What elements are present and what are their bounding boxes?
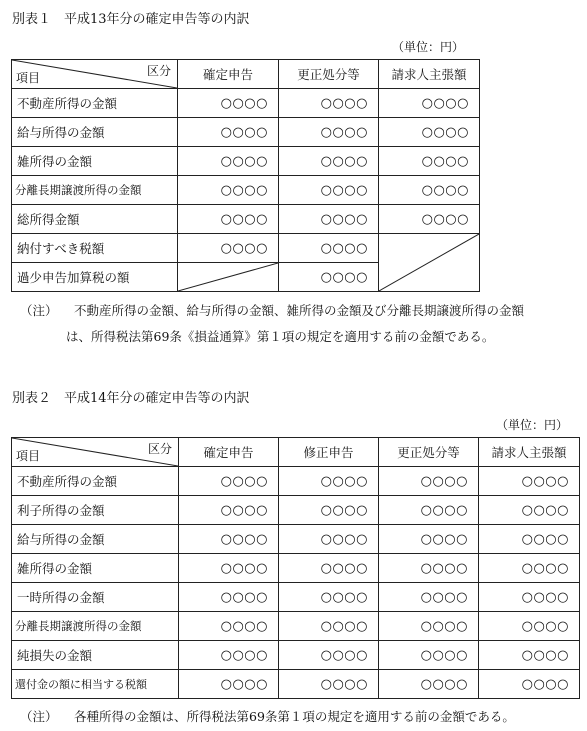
cell-value: ○○○○ xyxy=(379,612,479,641)
cell-value: ○○○○ xyxy=(379,496,479,525)
table2-title: 別表２ 平成14年分の確定申告等の内訳 xyxy=(12,391,250,406)
cell-value: ○○○○ xyxy=(279,467,379,496)
cell-value: ○○○○ xyxy=(379,205,480,234)
cell-value: ○○○○ xyxy=(379,176,480,205)
cell-value: ○○○○ xyxy=(179,641,279,670)
table1-header-item: 項目 xyxy=(16,71,41,85)
table2-col-header: 更正処分等 xyxy=(379,438,479,467)
row-label: 不動産所得の金額 xyxy=(12,89,178,118)
table2-header-row xyxy=(12,438,580,467)
row-label: 給与所得の金額 xyxy=(12,118,178,147)
table2-header-diagonal xyxy=(12,438,179,467)
table2-col-header: 請求人主張額 xyxy=(479,438,580,467)
cell-value: ○○○○ xyxy=(179,525,279,554)
table-row xyxy=(12,554,580,583)
cell-value: ○○○○ xyxy=(178,176,279,205)
cell-value: ○○○○ xyxy=(178,234,279,263)
cell-value: ○○○○ xyxy=(279,263,379,292)
cell-value: ○○○○ xyxy=(279,176,379,205)
cell-value: ○○○○ xyxy=(178,89,279,118)
row-label: 還付金の額に相当する税額 xyxy=(12,670,179,699)
cell-value: ○○○○ xyxy=(379,554,479,583)
table2-note-line1: 各種所得の金額は、所得税法第69条第１項の規定を適用する前の金額である。 xyxy=(74,709,515,724)
table-row xyxy=(12,467,580,496)
empty-cell-diagonal xyxy=(379,234,480,292)
table1-col-header: 請求人主張額 xyxy=(379,60,480,89)
cell-value: ○○○○ xyxy=(479,641,580,670)
table2 xyxy=(11,437,580,699)
table1-note-line2: は、所得税法第69条《損益通算》第１項の規定を適用する前の金額である。 xyxy=(66,329,495,344)
cell-value: ○○○○ xyxy=(479,612,580,641)
table-row xyxy=(12,670,580,699)
cell-value: ○○○○ xyxy=(479,525,580,554)
table-row xyxy=(12,205,480,234)
table1-header-category: 区分 xyxy=(146,64,171,78)
cell-value: ○○○○ xyxy=(379,147,480,176)
table-row xyxy=(12,583,580,612)
table2-col-header: 修正申告 xyxy=(279,438,379,467)
table-row xyxy=(12,118,480,147)
cell-value: ○○○○ xyxy=(379,89,480,118)
cell-value: ○○○○ xyxy=(279,670,379,699)
cell-value: ○○○○ xyxy=(479,670,580,699)
cell-value: ○○○○ xyxy=(279,205,379,234)
table-row xyxy=(12,641,580,670)
table1-note-prefix: （注） xyxy=(20,303,58,318)
row-label: 純損失の金額 xyxy=(12,641,179,670)
table1-header-diagonal xyxy=(12,60,178,89)
table-row xyxy=(12,525,580,554)
row-label: 分離長期譲渡所得の金額 xyxy=(12,612,179,641)
row-label: 利子所得の金額 xyxy=(12,496,179,525)
row-label: 納付すべき税額 xyxy=(12,234,178,263)
cell-value: ○○○○ xyxy=(178,147,279,176)
table2-col-header: 確定申告 xyxy=(179,438,279,467)
row-label: 不動産所得の金額 xyxy=(12,467,179,496)
cell-value: ○○○○ xyxy=(479,496,580,525)
cell-value: ○○○○ xyxy=(179,612,279,641)
cell-value: ○○○○ xyxy=(379,670,479,699)
cell-value: ○○○○ xyxy=(178,205,279,234)
cell-value: ○○○○ xyxy=(479,583,580,612)
cell-value: ○○○○ xyxy=(379,467,479,496)
cell-value: ○○○○ xyxy=(379,641,479,670)
table-row xyxy=(12,234,480,263)
row-label: 過少申告加算税の額 xyxy=(12,263,178,292)
cell-value: ○○○○ xyxy=(279,496,379,525)
table1-col-header: 確定申告 xyxy=(178,60,279,89)
table2-header-item: 項目 xyxy=(16,449,41,463)
cell-value: ○○○○ xyxy=(279,554,379,583)
table1-col-header: 更正処分等 xyxy=(279,60,379,89)
row-label: 分離長期譲渡所得の金額 xyxy=(12,176,178,205)
cell-value: ○○○○ xyxy=(279,234,379,263)
table2-note-prefix: （注） xyxy=(20,709,58,724)
row-label: 総所得金額 xyxy=(12,205,178,234)
empty-cell-diagonal xyxy=(178,263,279,292)
cell-value: ○○○○ xyxy=(179,467,279,496)
table-row xyxy=(12,147,480,176)
cell-value: ○○○○ xyxy=(379,118,480,147)
cell-value: ○○○○ xyxy=(479,467,580,496)
cell-value: ○○○○ xyxy=(279,89,379,118)
table1-note-line1: 不動産所得の金額、給与所得の金額、雑所得の金額及び分離長期譲渡所得の金額 xyxy=(74,303,525,318)
cell-value: ○○○○ xyxy=(279,612,379,641)
cell-value: ○○○○ xyxy=(379,525,479,554)
table1-unit: （単位：円） xyxy=(392,40,465,54)
cell-value: ○○○○ xyxy=(279,525,379,554)
cell-value: ○○○○ xyxy=(179,670,279,699)
table-row xyxy=(12,612,580,641)
cell-value: ○○○○ xyxy=(279,147,379,176)
table1-header-row xyxy=(12,60,480,89)
row-label: 雑所得の金額 xyxy=(12,147,178,176)
cell-value: ○○○○ xyxy=(279,641,379,670)
table-row xyxy=(12,89,480,118)
table2-unit: （単位：円） xyxy=(496,418,569,432)
cell-value: ○○○○ xyxy=(179,496,279,525)
cell-value: ○○○○ xyxy=(479,554,580,583)
table2-header-category: 区分 xyxy=(147,442,172,456)
row-label: 雑所得の金額 xyxy=(12,554,179,583)
cell-value: ○○○○ xyxy=(178,118,279,147)
table-row xyxy=(12,176,480,205)
row-label: 一時所得の金額 xyxy=(12,583,179,612)
cell-value: ○○○○ xyxy=(379,583,479,612)
row-label: 給与所得の金額 xyxy=(12,525,179,554)
cell-value: ○○○○ xyxy=(179,554,279,583)
cell-value: ○○○○ xyxy=(179,583,279,612)
cell-value: ○○○○ xyxy=(279,118,379,147)
table1-title: 別表１ 平成13年分の確定申告等の内訳 xyxy=(12,12,250,27)
table-row xyxy=(12,496,580,525)
table1 xyxy=(11,59,480,292)
cell-value: ○○○○ xyxy=(279,583,379,612)
